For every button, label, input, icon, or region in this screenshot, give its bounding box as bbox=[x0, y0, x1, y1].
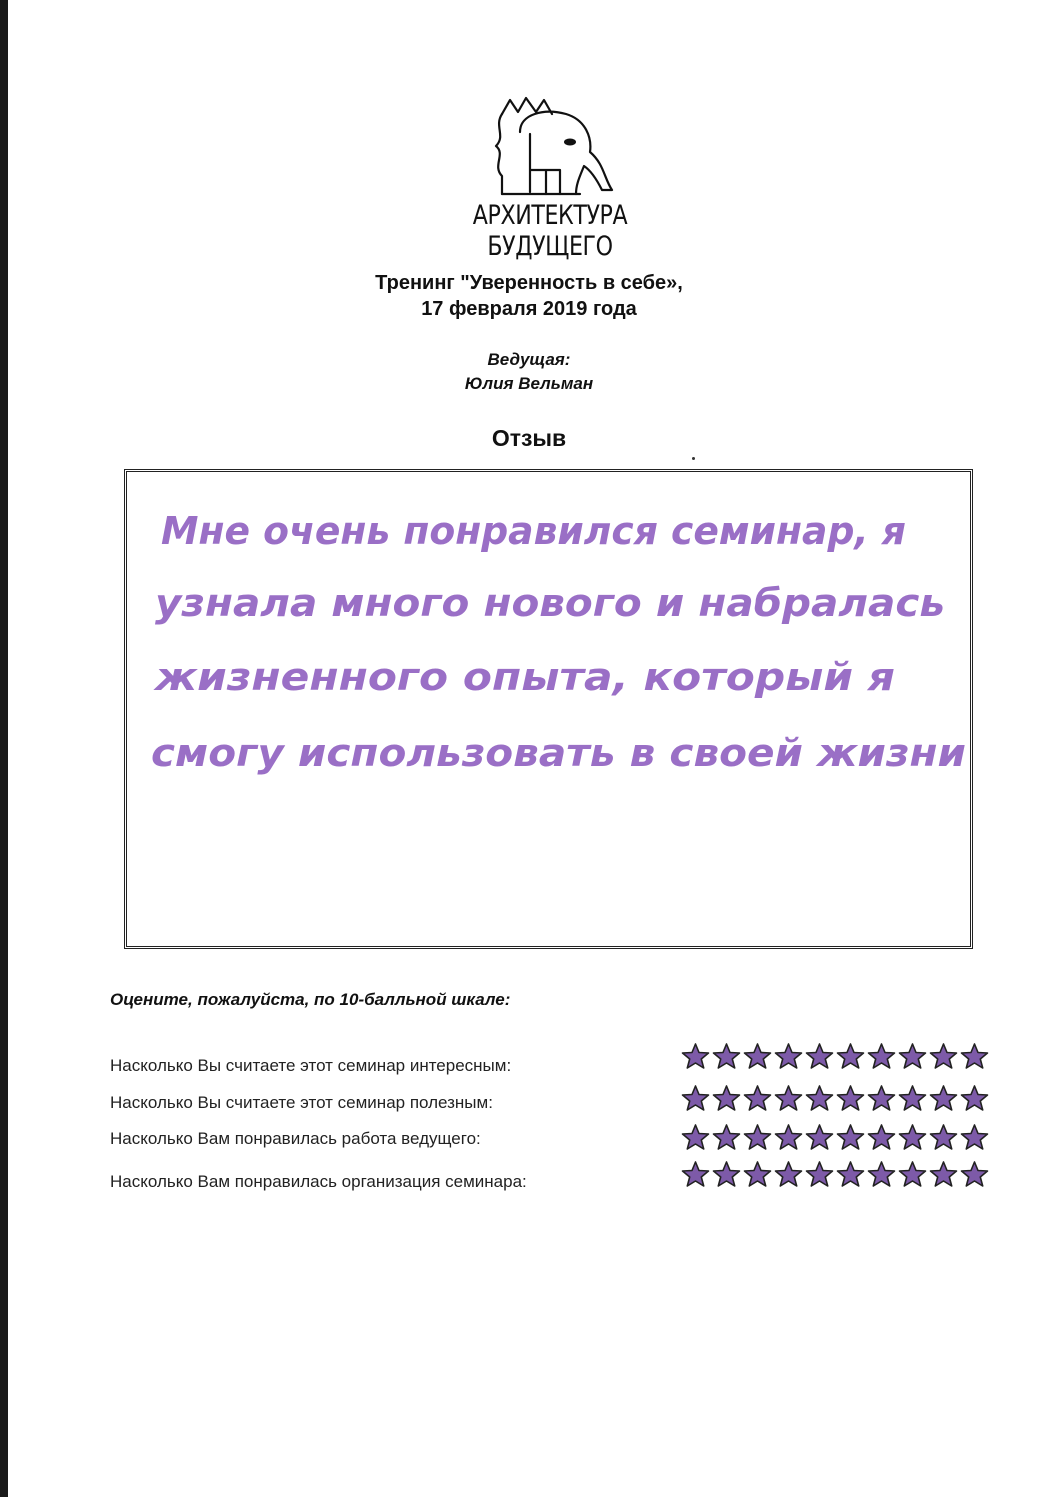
star-icon[interactable] bbox=[773, 1124, 804, 1150]
star-icon[interactable] bbox=[835, 1124, 866, 1150]
star-rating-organization[interactable] bbox=[680, 1161, 990, 1187]
star-icon[interactable] bbox=[866, 1085, 897, 1111]
star-icon[interactable] bbox=[773, 1043, 804, 1069]
review-box[interactable] bbox=[124, 469, 973, 949]
elephant-castle-logo-icon bbox=[480, 92, 620, 202]
star-icon[interactable] bbox=[897, 1085, 928, 1111]
star-icon[interactable] bbox=[866, 1124, 897, 1150]
star-icon[interactable] bbox=[835, 1161, 866, 1187]
star-icon[interactable] bbox=[711, 1124, 742, 1150]
star-icon[interactable] bbox=[866, 1161, 897, 1187]
star-icon[interactable] bbox=[835, 1085, 866, 1111]
logo bbox=[400, 92, 700, 262]
star-icon[interactable] bbox=[928, 1124, 959, 1150]
star-icon[interactable] bbox=[742, 1124, 773, 1150]
handwritten-line: Мне очень понравился семинар, я bbox=[161, 509, 906, 553]
star-icon[interactable] bbox=[866, 1043, 897, 1069]
star-icon[interactable] bbox=[959, 1124, 990, 1150]
star-icon[interactable] bbox=[680, 1124, 711, 1150]
star-icon[interactable] bbox=[711, 1043, 742, 1069]
review-heading: Отзыв bbox=[491, 425, 567, 451]
star-icon[interactable] bbox=[773, 1085, 804, 1111]
logo-text: АРХИТЕКТУРА БУДУЩЕГО bbox=[472, 200, 628, 262]
star-icon[interactable] bbox=[835, 1043, 866, 1069]
question-organization: Насколько Вам понравилась организация семинара: bbox=[110, 1172, 527, 1191]
star-icon[interactable] bbox=[680, 1085, 711, 1111]
star-icon[interactable] bbox=[711, 1161, 742, 1187]
star-icon[interactable] bbox=[742, 1043, 773, 1069]
scan-edge bbox=[0, 0, 8, 1497]
star-rating-interesting[interactable] bbox=[680, 1043, 990, 1069]
star-icon[interactable] bbox=[742, 1085, 773, 1111]
star-icon[interactable] bbox=[897, 1043, 928, 1069]
star-icon[interactable] bbox=[804, 1161, 835, 1187]
training-date: 17 февраля 2019 года bbox=[421, 298, 637, 320]
star-icon[interactable] bbox=[773, 1161, 804, 1187]
handwritten-line: жизненного опыта, который я bbox=[152, 655, 896, 699]
host-label: Ведущая: bbox=[487, 350, 571, 369]
rating-prompt: Оцените, пожалуйста, по 10-балльной шкале: bbox=[110, 990, 511, 1009]
star-icon[interactable] bbox=[959, 1161, 990, 1187]
handwritten-review bbox=[127, 472, 970, 946]
question-useful: Насколько Вы считаете этот семинар полезным: bbox=[110, 1093, 493, 1112]
host-name: Юлия Вельман bbox=[464, 374, 594, 393]
question-interesting: Насколько Вы считаете этот семинар интересным: bbox=[110, 1056, 512, 1075]
star-icon[interactable] bbox=[680, 1161, 711, 1187]
star-icon[interactable] bbox=[897, 1161, 928, 1187]
star-icon[interactable] bbox=[711, 1085, 742, 1111]
star-icon[interactable] bbox=[804, 1124, 835, 1150]
star-rating-host[interactable] bbox=[680, 1124, 990, 1150]
star-rating-useful[interactable] bbox=[680, 1085, 990, 1111]
question-host: Насколько Вам понравилась работа ведущего: bbox=[110, 1129, 481, 1148]
star-icon[interactable] bbox=[680, 1043, 711, 1069]
star-icon[interactable] bbox=[897, 1124, 928, 1150]
star-icon[interactable] bbox=[804, 1043, 835, 1069]
training-title: Тренинг "Уверенность в себе», bbox=[375, 272, 683, 294]
star-icon[interactable] bbox=[928, 1085, 959, 1111]
star-icon[interactable] bbox=[804, 1085, 835, 1111]
star-icon[interactable] bbox=[928, 1043, 959, 1069]
star-icon[interactable] bbox=[959, 1043, 990, 1069]
star-icon[interactable] bbox=[742, 1161, 773, 1187]
handwritten-line: смогу использовать в своей жизни bbox=[151, 731, 966, 775]
star-icon[interactable] bbox=[959, 1085, 990, 1111]
handwritten-line: узнала много нового и набралась bbox=[155, 581, 945, 625]
scan-speck bbox=[692, 457, 695, 460]
star-icon[interactable] bbox=[928, 1161, 959, 1187]
